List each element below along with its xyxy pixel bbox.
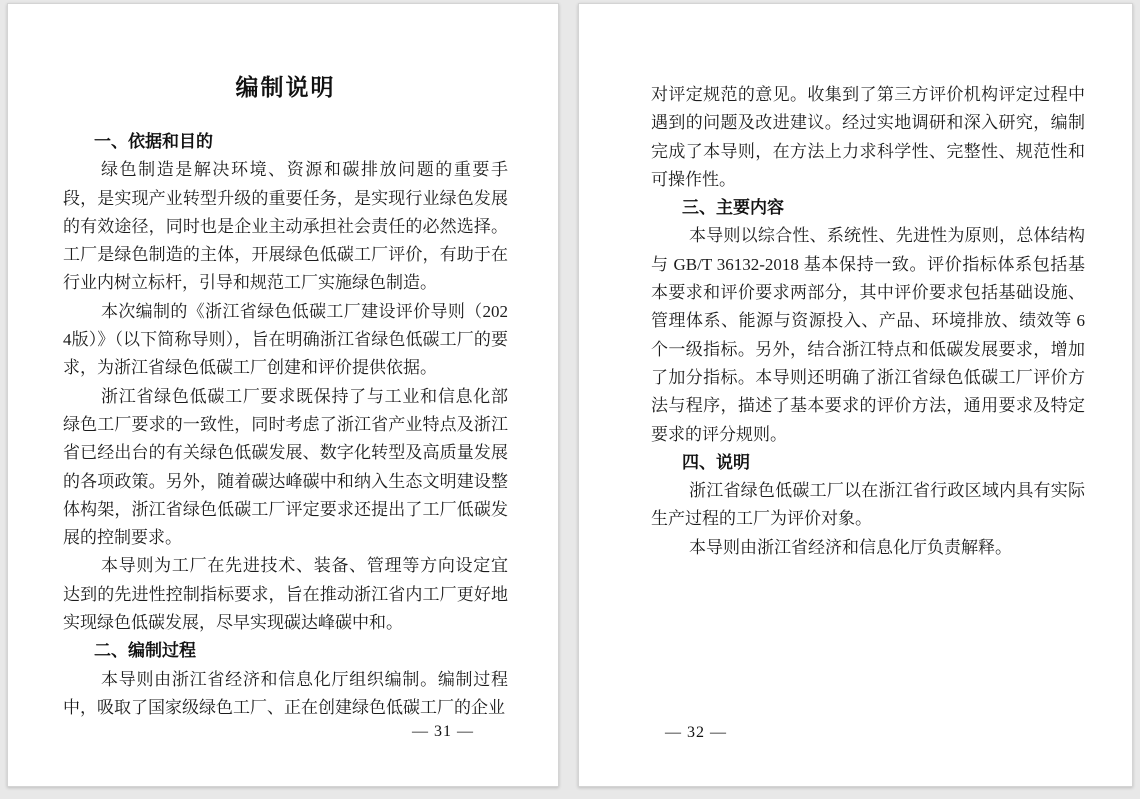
paragraph: 绿色制造是解决环境、资源和碳排放问题的重要手段，是实现产业转型升级的重要任务，是实现行业绿色发展的有效途径，同时也是企业主动承担社会责任的必然选择。工厂是绿色制造的主体，开展绿色低碳工厂评价，有助于在行业内树立标杆，引导和规范工厂实施绿色制造。 xyxy=(63,160,508,293)
paragraph: 本导则由浙江省经济和信息化厅负责解释。 xyxy=(689,537,1012,557)
section-heading-notes: 四、说明 xyxy=(682,452,750,472)
page-number-32: — 32 — xyxy=(665,724,727,741)
page-32 xyxy=(578,3,1133,787)
page-number-31: — 31 — xyxy=(412,723,474,740)
document-title: 编制说明 xyxy=(235,74,336,100)
paragraph: 本导则由浙江省经济和信息化厅组织编制。编制过程中，吸取了国家级绿色工厂、正在创建绿色低碳工厂的企业 xyxy=(63,669,508,717)
continuation-paragraph: 对评定规范的意见。收集到了第三方评价机构评定过程中遇到的问题及改进建议。经过实地调研和深入研究，编制完成了本导则，在方法上力求科学性、完整性、规范性和可操作性。 xyxy=(651,85,1085,189)
paragraph: 浙江省绿色低碳工厂要求既保持了与工业和信息化部绿色工厂要求的一致性，同时考虑了浙江省产业特点及浙江省已经出台的有关绿色低碳发展、数字化转型及高质量发展的各项政策。另外，随着碳达峰碳中和纳入生态文明建设整体构架，浙江省绿色低碳工厂评定要求还提出了工厂低碳发展的控制要求。 xyxy=(63,386,508,548)
paragraph: 本导则以综合性、系统性、先进性为原则，总体结构与 GB/T 36132-2018 基本保持一致。评价指标体系包括基本要求和评价要求两部分，其中评价要求包括基础设施、管理体系、能源与资源投入、产品、环境排放、绩效等 6 个一级指标。另外，结合浙江特点和低碳发展要求，增加了加分指标。本导则还明确了浙江省绿色低碳工厂评价方法与程序，描述了基本要求的评价方法，通用要求及特定要求的评分规则。 xyxy=(651,226,1085,444)
paragraph: 浙江省绿色低碳工厂以在浙江省行政区域内具有实际生产过程的工厂为评价对象。 xyxy=(651,481,1085,529)
section-heading-compilation-process: 二、编制过程 xyxy=(94,641,196,661)
page-31 xyxy=(7,3,559,787)
section-heading-basis-and-purpose: 一、依据和目的 xyxy=(94,132,213,151)
section-heading-main-content: 三、主要内容 xyxy=(682,198,784,218)
paragraph: 本次编制的《浙江省绿色低碳工厂建设评价导则（2024版）》（以下简称导则），旨在明确浙江省绿色低碳工厂的要求，为浙江省绿色低碳工厂创建和评价提供依据。 xyxy=(63,301,508,378)
paragraph: 本导则为工厂在先进技术、装备、管理等方向设定宜达到的先进性控制指标要求，旨在推动浙江省内工厂更好地实现绿色低碳发展，尽早实现碳达峰碳中和。 xyxy=(63,556,508,633)
